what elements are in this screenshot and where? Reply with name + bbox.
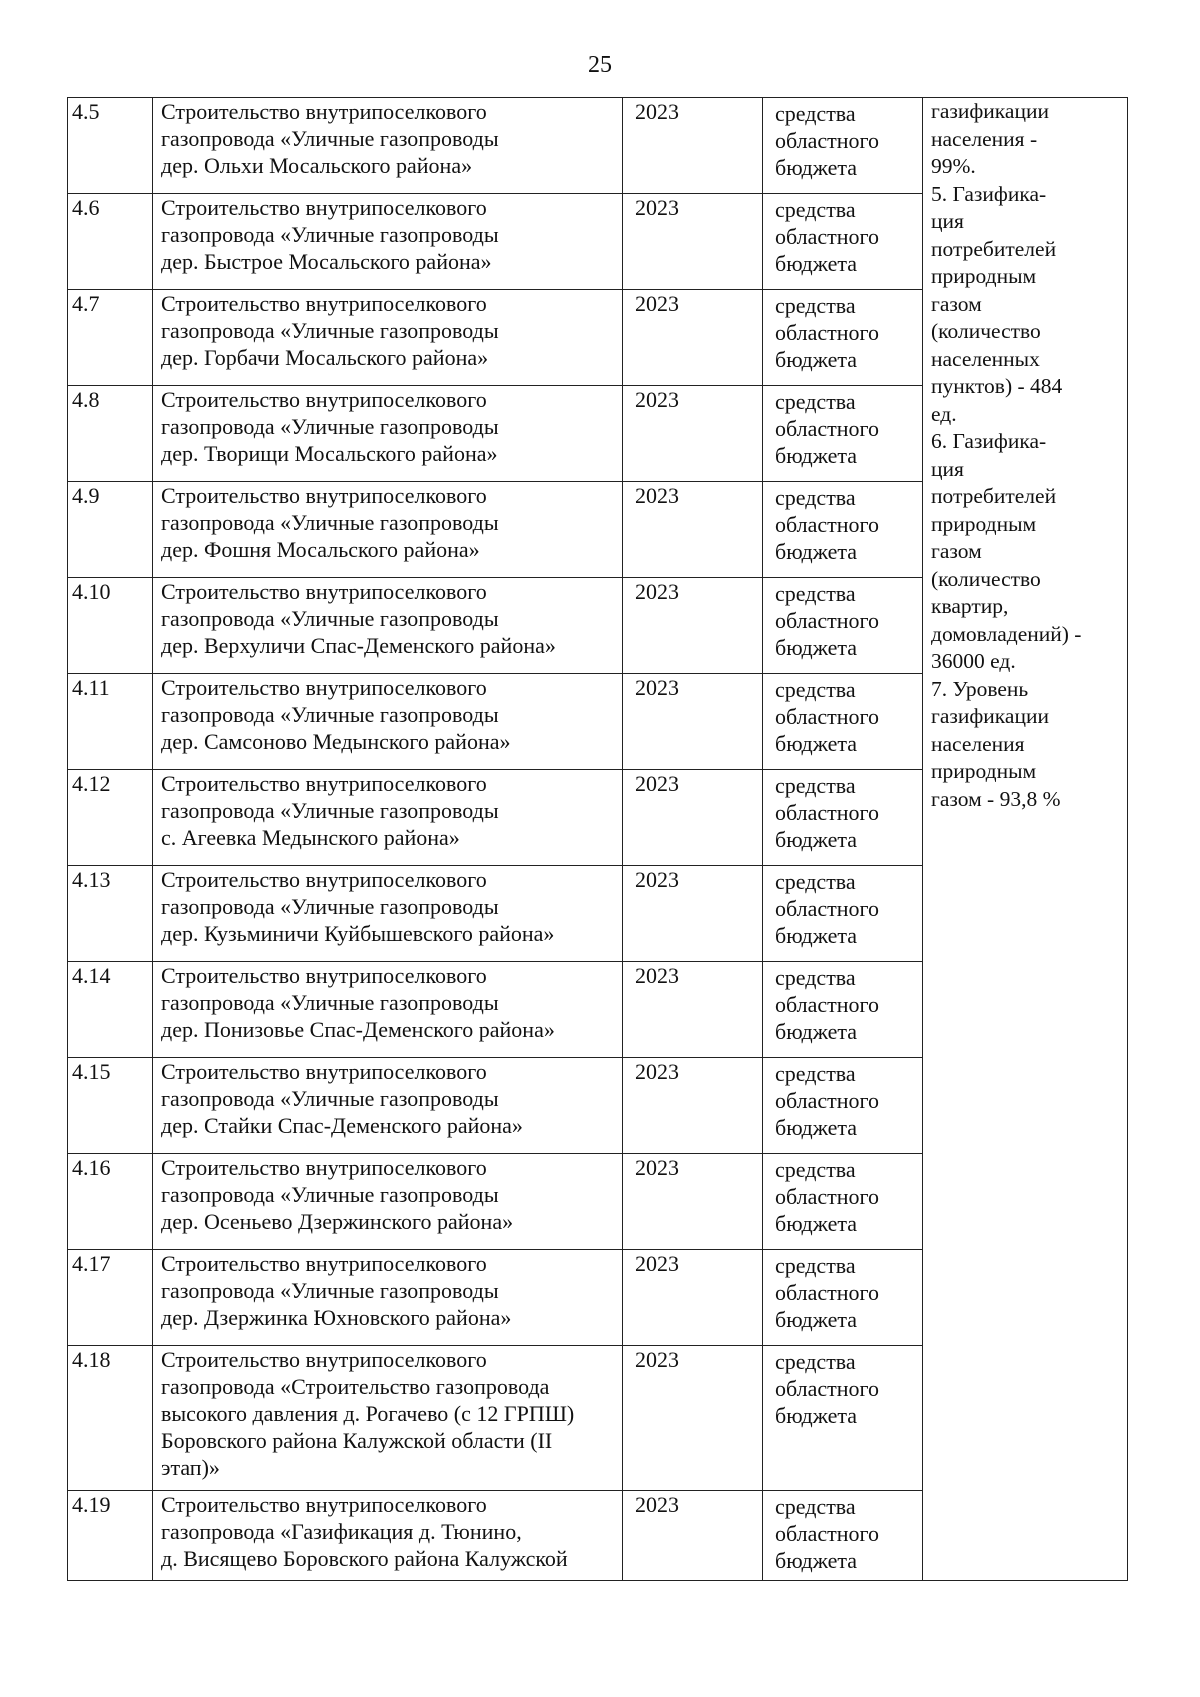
description-line: высокого давления д. Рогачево (с 12 ГРПШ) bbox=[161, 1401, 575, 1426]
funding-line: бюджета bbox=[775, 1019, 858, 1044]
row-year: 2023 bbox=[623, 1058, 763, 1154]
description-line: газопровода «Уличные газопроводы bbox=[161, 1278, 499, 1303]
description-line: газопровода «Уличные газопроводы bbox=[161, 990, 499, 1015]
funding-line: областного bbox=[775, 800, 880, 825]
row-year: 2023 bbox=[623, 386, 763, 482]
row-funding-source bbox=[763, 194, 923, 290]
description-line: дер. Самсоново Медынского района» bbox=[161, 729, 511, 754]
description-line: газопровода «Уличные газопроводы bbox=[161, 1182, 499, 1207]
row-number: 4.12 bbox=[68, 770, 153, 866]
row-number: 4.14 bbox=[68, 962, 153, 1058]
funding-line: областного bbox=[775, 992, 880, 1017]
funding-line: областного bbox=[775, 128, 880, 153]
description-line: дер. Горбачи Мосальского района» bbox=[161, 345, 489, 370]
description-line: газопровода «Уличные газопроводы bbox=[161, 510, 499, 535]
funding-line: областного bbox=[775, 896, 880, 921]
funding-line: областного bbox=[775, 224, 880, 249]
funding-line: средства bbox=[775, 389, 856, 414]
indicator-line: 99%. bbox=[931, 154, 976, 178]
row-year: 2023 bbox=[623, 98, 763, 194]
funding-line: областного bbox=[775, 512, 880, 537]
row-number: 4.18 bbox=[68, 1346, 153, 1491]
funding-line: бюджета bbox=[775, 1211, 858, 1236]
funding-line: областного bbox=[775, 1521, 880, 1546]
description-line: газопровода «Уличные газопроводы bbox=[161, 894, 499, 919]
row-year: 2023 bbox=[623, 770, 763, 866]
description-line: газопровода «Уличные газопроводы bbox=[161, 414, 499, 439]
indicator-line: (количество bbox=[931, 319, 1041, 343]
row-number: 4.8 bbox=[68, 386, 153, 482]
description-line: Строительство внутрипоселкового bbox=[161, 675, 487, 700]
indicator-line: газом bbox=[931, 539, 982, 563]
row-number: 4.16 bbox=[68, 1154, 153, 1250]
row-number: 4.5 bbox=[68, 98, 153, 194]
row-funding-source bbox=[763, 1154, 923, 1250]
table-row bbox=[68, 98, 1128, 194]
row-funding-source bbox=[763, 866, 923, 962]
row-year: 2023 bbox=[623, 1250, 763, 1346]
funding-line: средства bbox=[775, 965, 856, 990]
description-line: дер. Быстрое Мосальского района» bbox=[161, 249, 492, 274]
row-funding-source bbox=[763, 578, 923, 674]
funding-line: бюджета bbox=[775, 923, 858, 948]
description-line: дер. Верхуличи Спас-Деменского района» bbox=[161, 633, 556, 658]
indicator-line: населения - bbox=[931, 126, 1038, 151]
row-description bbox=[153, 386, 623, 482]
description-line: Боровского района Калужской области (II bbox=[161, 1428, 553, 1453]
funding-line: областного bbox=[775, 416, 880, 441]
funding-line: средства bbox=[775, 773, 856, 798]
funding-line: средства bbox=[775, 1157, 856, 1182]
description-line: Строительство внутрипоселкового bbox=[161, 1155, 487, 1180]
row-description bbox=[153, 962, 623, 1058]
indicator-item6 bbox=[931, 428, 1119, 676]
indicator-item7 bbox=[931, 676, 1119, 814]
row-description bbox=[153, 482, 623, 578]
row-number: 4.9 bbox=[68, 482, 153, 578]
measures-table bbox=[67, 97, 1128, 1581]
description-line: газопровода «Уличные газопроводы bbox=[161, 222, 499, 247]
indicator-line: населенных bbox=[931, 346, 1040, 371]
funding-line: бюджета bbox=[775, 635, 858, 660]
funding-line: средства bbox=[775, 581, 856, 606]
row-funding-source bbox=[763, 674, 923, 770]
description-line: Строительство внутрипоселкового bbox=[161, 867, 487, 892]
row-year: 2023 bbox=[623, 962, 763, 1058]
indicator-line: 36000 ед. bbox=[931, 649, 1016, 673]
indicator-line: населения bbox=[931, 731, 1025, 756]
indicator-line: пунктов) - 484 bbox=[931, 374, 1063, 398]
funding-line: бюджета bbox=[775, 155, 858, 180]
row-funding-source bbox=[763, 1491, 923, 1581]
row-funding-source bbox=[763, 1346, 923, 1491]
description-line: Строительство внутрипоселкового bbox=[161, 1347, 487, 1372]
row-description bbox=[153, 770, 623, 866]
description-line: дер. Фошня Мосальского района» bbox=[161, 537, 480, 562]
indicator-line: 6. Газифика- bbox=[931, 429, 1047, 453]
description-line: дер. Осеньево Дзержинского района» bbox=[161, 1209, 514, 1234]
description-line: Строительство внутрипоселкового bbox=[161, 483, 487, 508]
funding-line: областного bbox=[775, 608, 880, 633]
description-line: дер. Ольхи Мосальского района» bbox=[161, 153, 473, 178]
row-year: 2023 bbox=[623, 866, 763, 962]
funding-line: областного bbox=[775, 1088, 880, 1113]
description-line: дер. Стайки Спас-Деменского района» bbox=[161, 1113, 523, 1138]
funding-line: средства bbox=[775, 1253, 856, 1278]
description-line: Строительство внутрипоселкового bbox=[161, 579, 487, 604]
description-line: газопровода «Уличные газопроводы bbox=[161, 318, 499, 343]
description-line: газопровода «Газификация д. Тюнино, bbox=[161, 1519, 522, 1544]
funding-line: бюджета bbox=[775, 539, 858, 564]
row-description bbox=[153, 1058, 623, 1154]
funding-line: областного bbox=[775, 1376, 880, 1401]
description-line: дер. Дзержинка Юхновского района» bbox=[161, 1305, 512, 1330]
description-line: Строительство внутрипоселкового bbox=[161, 387, 487, 412]
funding-line: средства bbox=[775, 1061, 856, 1086]
indicator-line: природным bbox=[931, 511, 1037, 536]
row-year: 2023 bbox=[623, 1154, 763, 1250]
funding-line: бюджета bbox=[775, 731, 858, 756]
row-description bbox=[153, 578, 623, 674]
description-line: с. Агеевка Медынского района» bbox=[161, 825, 460, 850]
funding-line: средства bbox=[775, 101, 856, 126]
indicator-line: природным bbox=[931, 264, 1037, 288]
row-number: 4.15 bbox=[68, 1058, 153, 1154]
row-description bbox=[153, 98, 623, 194]
funding-line: средства bbox=[775, 1349, 856, 1374]
row-year: 2023 bbox=[623, 1346, 763, 1491]
row-description bbox=[153, 1154, 623, 1250]
indicator-line: ция bbox=[931, 456, 964, 481]
funding-line: средства bbox=[775, 677, 856, 702]
indicator-line: квартир, bbox=[931, 594, 1009, 618]
row-funding-source bbox=[763, 290, 923, 386]
row-description bbox=[153, 1250, 623, 1346]
indicator-line: газификации bbox=[931, 99, 1049, 123]
row-funding-source bbox=[763, 770, 923, 866]
indicator-line: 5. Газифика- bbox=[931, 181, 1047, 206]
target-indicators bbox=[923, 98, 1128, 1581]
description-line: Строительство внутрипоселкового bbox=[161, 771, 487, 796]
indicator-line: потребителей bbox=[931, 236, 1057, 261]
funding-line: средства bbox=[775, 485, 856, 510]
description-line: Строительство внутрипоселкового bbox=[161, 1492, 487, 1517]
page-number: 25 bbox=[588, 52, 612, 78]
row-year: 2023 bbox=[623, 194, 763, 290]
funding-line: бюджета bbox=[775, 347, 858, 372]
funding-line: областного bbox=[775, 704, 880, 729]
funding-line: областного bbox=[775, 1280, 880, 1305]
description-line: Строительство внутрипоселкового bbox=[161, 963, 487, 988]
funding-line: средства bbox=[775, 197, 856, 222]
row-description bbox=[153, 1346, 623, 1491]
row-funding-source bbox=[763, 482, 923, 578]
row-year: 2023 bbox=[623, 674, 763, 770]
row-description bbox=[153, 194, 623, 290]
description-line: газопровода «Уличные газопроводы bbox=[161, 126, 499, 151]
funding-line: бюджета bbox=[775, 827, 858, 852]
row-funding-source bbox=[763, 98, 923, 194]
description-line: газопровода «Уличные газопроводы bbox=[161, 606, 499, 631]
indicator-line: природным bbox=[931, 759, 1037, 783]
description-line: дер. Понизовье Спас-Деменского района» bbox=[161, 1017, 555, 1042]
indicator-line: домовладений) - bbox=[931, 621, 1082, 646]
funding-line: средства bbox=[775, 293, 856, 318]
row-number: 4.7 bbox=[68, 290, 153, 386]
funding-line: бюджета bbox=[775, 443, 858, 468]
funding-line: областного bbox=[775, 320, 880, 345]
row-funding-source bbox=[763, 1250, 923, 1346]
funding-line: бюджета bbox=[775, 1548, 858, 1573]
row-number: 4.11 bbox=[68, 674, 153, 770]
row-year: 2023 bbox=[623, 578, 763, 674]
indicator-line: 7. Уровень bbox=[931, 676, 1029, 701]
description-line: дер. Творищи Мосальского района» bbox=[161, 441, 498, 466]
row-number: 4.19 bbox=[68, 1491, 153, 1581]
row-year: 2023 bbox=[623, 482, 763, 578]
description-line: Строительство внутрипоселкового bbox=[161, 99, 487, 124]
funding-line: бюджета bbox=[775, 1115, 858, 1140]
row-year: 2023 bbox=[623, 1491, 763, 1581]
description-line: газопровода «Уличные газопроводы bbox=[161, 798, 499, 823]
row-description bbox=[153, 674, 623, 770]
indicator-line: газификации bbox=[931, 704, 1049, 728]
funding-line: областного bbox=[775, 1184, 880, 1209]
funding-line: бюджета bbox=[775, 1403, 858, 1428]
funding-line: бюджета bbox=[775, 251, 858, 276]
row-number: 4.13 bbox=[68, 866, 153, 962]
funding-line: бюджета bbox=[775, 1307, 858, 1332]
description-line: этап)» bbox=[161, 1455, 220, 1480]
row-description bbox=[153, 1491, 623, 1581]
row-funding-source bbox=[763, 386, 923, 482]
description-line: Строительство внутрипоселкового bbox=[161, 195, 487, 220]
row-year: 2023 bbox=[623, 290, 763, 386]
indicator-line: потребителей bbox=[931, 484, 1057, 508]
indicator-line: ция bbox=[931, 209, 964, 233]
description-line: Строительство внутрипоселкового bbox=[161, 1059, 487, 1084]
description-line: газопровода «Уличные газопроводы bbox=[161, 1086, 499, 1111]
indicator-line: (количество bbox=[931, 566, 1041, 591]
description-line: газопровода «Строительство газопровода bbox=[161, 1374, 550, 1399]
funding-line: средства bbox=[775, 869, 856, 894]
description-line: дер. Кузьминичи Куйбышевского района» bbox=[161, 921, 555, 946]
row-funding-source bbox=[763, 1058, 923, 1154]
row-funding-source bbox=[763, 962, 923, 1058]
indicator-line: ед. bbox=[931, 401, 957, 426]
indicator-item5 bbox=[931, 181, 1119, 429]
description-line: д. Висящево Боровского района Калужской bbox=[161, 1546, 568, 1571]
row-description bbox=[153, 290, 623, 386]
row-description bbox=[153, 866, 623, 962]
description-line: газопровода «Уличные газопроводы bbox=[161, 702, 499, 727]
description-line: Строительство внутрипоселкового bbox=[161, 291, 487, 316]
row-number: 4.10 bbox=[68, 578, 153, 674]
funding-line: средства bbox=[775, 1494, 856, 1519]
indicator-line: газом bbox=[931, 291, 982, 316]
description-line: Строительство внутрипоселкового bbox=[161, 1251, 487, 1276]
indicator-intro bbox=[931, 98, 1119, 181]
row-number: 4.6 bbox=[68, 194, 153, 290]
row-number: 4.17 bbox=[68, 1250, 153, 1346]
indicator-line: газом - 93,8 % bbox=[931, 786, 1061, 811]
